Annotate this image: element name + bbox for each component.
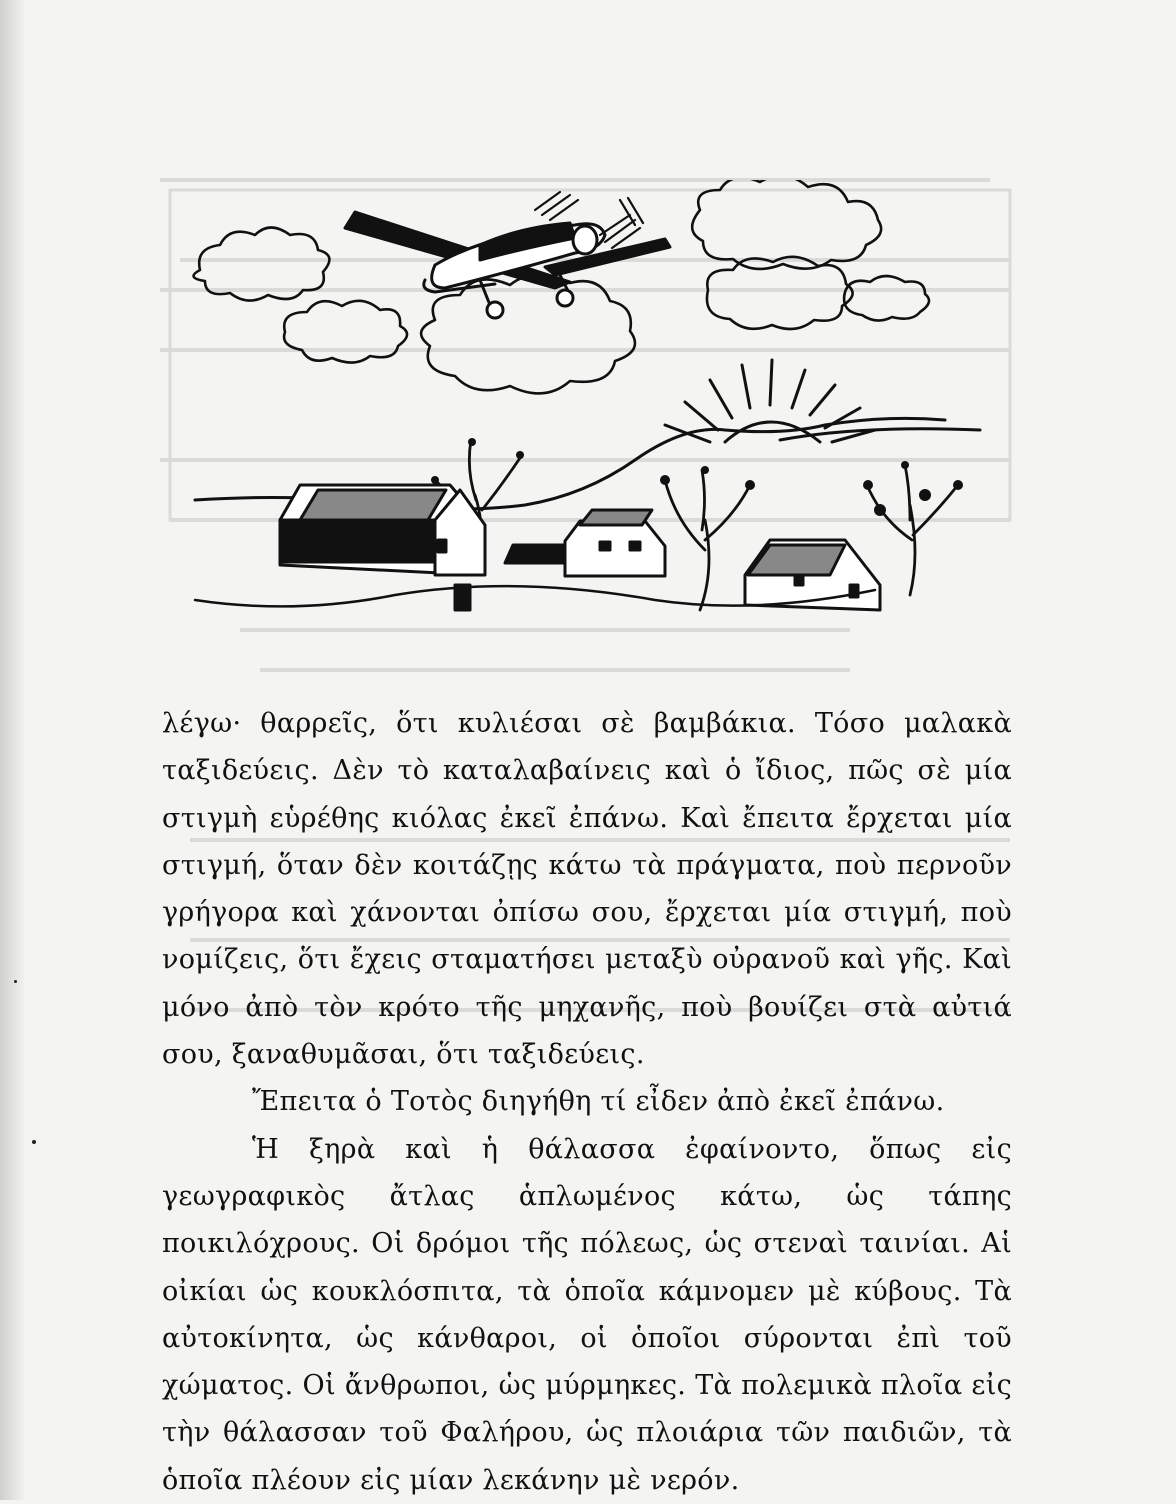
airplane <box>345 192 670 318</box>
speck <box>14 980 17 983</box>
paragraph: λέγω· θαρρεῖς, ὅτι κυλιέσαι σὲ βαμβάκια. Τόσο μαλακὰ ταξιδεύεις. Δὲν τὸ καταλαβαίνεις καὶ ὁ ἴδιος, πῶς σὲ μία στιγμὴ εὑρέθης κιόλας ἐκεῖ ἐπάνω. Καὶ ἔπειτα ἔρχεται μία στιγμή, ὅταν δὲν κοιτάζῃς κάτω τὰ πράγματα, ποὺ περνοῦν γρήγορα καὶ χάνονται ὀπίσω σου, ἔρχεται μία στιγμή, ποὺ νομίζεις, ὅτι ἔχεις σταματήσει μεταξὺ οὐρανοῦ καὶ γῆς. Καὶ μόνο ἀπὸ τὸν κρότο τῆς μηχανῆς, ποὺ βουίζει στὰ αὐτιά σου, ξαναθυμᾶσαι, ὅτι ταξιδεύεις. <box>162 708 1012 1071</box>
village-houses <box>280 485 880 610</box>
sun-with-rays <box>665 360 875 442</box>
trees <box>431 438 963 610</box>
paragraph: Ἡ ξηρὰ καὶ ἡ θάλασσα ἐφαίνοντο, ὅπως εἰς γεωγραφικὸς ἄτλας ἁπλωμένος κάτω, ὡς τάπης ποικιλόχρους. Οἱ δρόμοι τῆς πόλεως, ὡς στεναὶ ταινίαι. Αἱ οἰκίαι ὡς κουκλόσπιτα, τὰ ὁποῖα κάμνομεν μὲ κύβους. Τὰ αὐτοκίνητα, ὡς κάνθαροι, οἱ ὁποῖοι σύρονται ἐπὶ τοῦ χώματος. Οἱ ἄνθρωποι, ὡς μύρμηκες. Τὰ πολεμικὰ πλοῖα εἰς τὴν θάλασσαν τοῦ Φαλήρου, ὡς πλοιάρια τῶν παιδιῶν, τὰ ὁποῖα πλέουν εἰς μίαν λεκάνην μὲ νερόν. <box>162 1133 1012 1496</box>
airplane-village-illustration <box>180 180 1000 630</box>
body-text <box>162 700 1012 1504</box>
paragraph: Ἔπειτα ὁ Τοτὸς διηγήθη τί εἶδεν ἀπὸ ἐκεῖ ἐπάνω. <box>252 1086 945 1118</box>
speck <box>32 1140 36 1144</box>
page-edge-shadow <box>0 0 26 1500</box>
